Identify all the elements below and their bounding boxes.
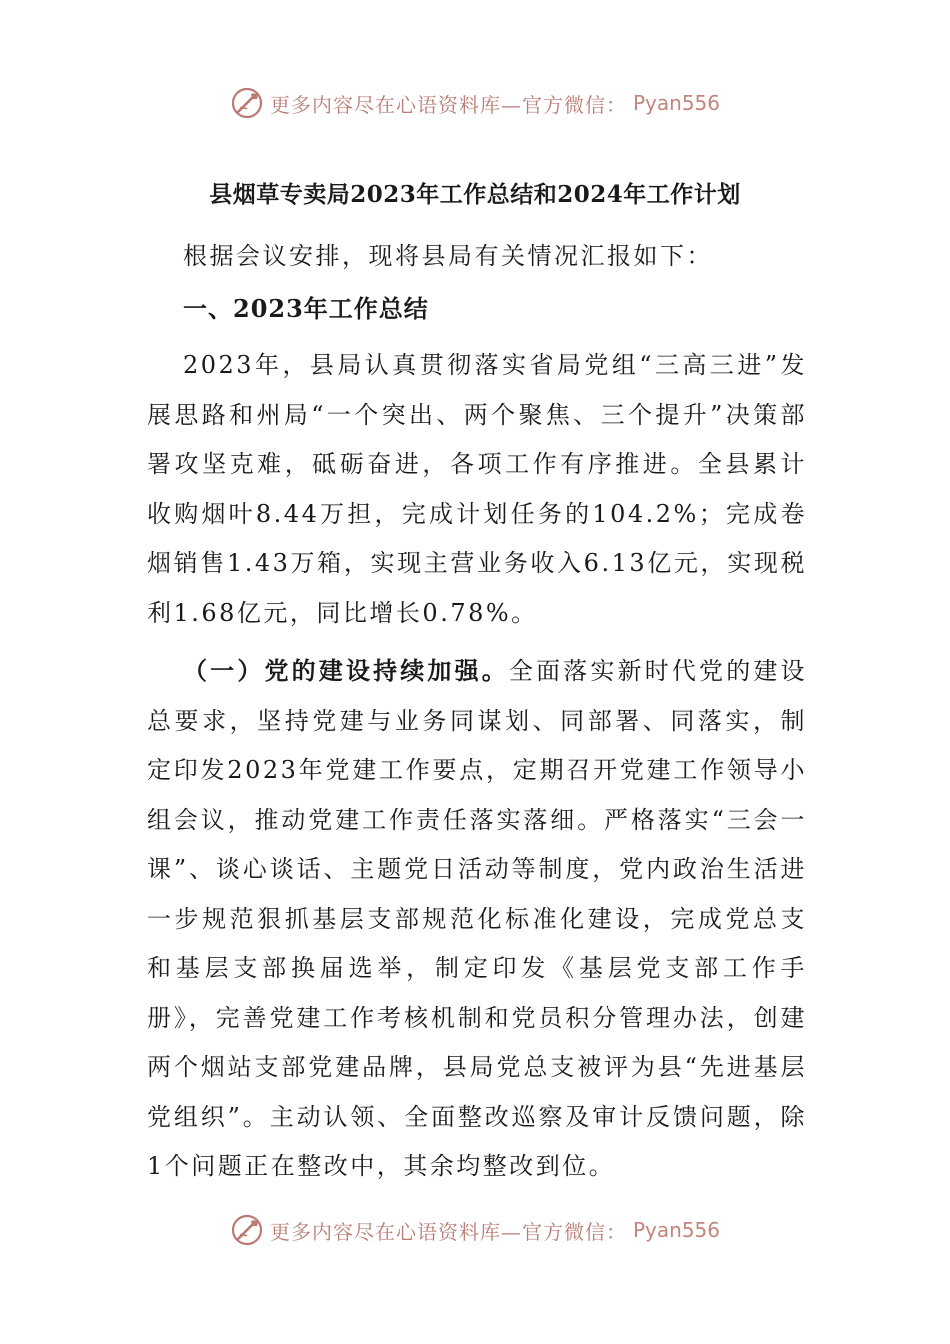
banner-wechat-id: Pyan556 [632,91,720,115]
document-title: 县烟草专卖局2023年工作总结和2024年工作计划 [209,181,741,208]
quill-logo-icon [230,1213,264,1247]
banner-wechat-id: Pyan556 [632,1218,720,1242]
section-heading: 一、2023年工作总结 [183,293,429,323]
banner-text: 更多内容尽在心语资料库—官方微信： [269,92,627,117]
subsection-label: （一）党的建设持续加强。 [183,656,509,685]
watermark-banner-bottom [0,1210,950,1250]
document-body [147,232,807,1192]
intro-paragraph: 根据会议安排，现将县局有关情况汇报如下： [183,242,713,270]
subsection-text: 全面落实新时代党的建设总要求，坚持党建与业务同谋划、同部署、同落实，制定印发2023年党建工作要点，定期召开党建工作领导小组会议，推动党建工作责任落实落细。严格落实“三会一课”、谈心谈话、主题党日活动等制度，党内政治生活进一步规范狠抓基层支部规范化标准化建设，完成党总支和基层支部换届选举，制定印发《基层党支部工作手册》，完善党建工作考核机制和党员积分管理办法，创建两个烟站支部党建品牌，县局党总支被评为县“先进基层党组织”。主动认领、全面整改巡察及审计反馈问题，除1个问题正在整改中，其余均整改到位。 [147,657,808,1180]
banner-text: 更多内容尽在心语资料库—官方微信： [269,1219,627,1244]
watermark-banner-top [0,83,950,123]
party-building-paragraph [147,646,807,1192]
summary-paragraph: 2023年，县局认真贯彻落实省局党组“三高三进”发展思路和州局“一个突出、两个聚焦、三个提升”决策部署攻坚克难，砥砺奋进，各项工作有序推进。全县累计收购烟叶8.44万担，完成计划任务的104.2%；完成卷烟销售1.43万箱，实现主营业务收入6.13亿元，实现税利1.68亿元，同比增长0.78%。 [147,351,807,627]
quill-logo-icon [230,86,264,120]
